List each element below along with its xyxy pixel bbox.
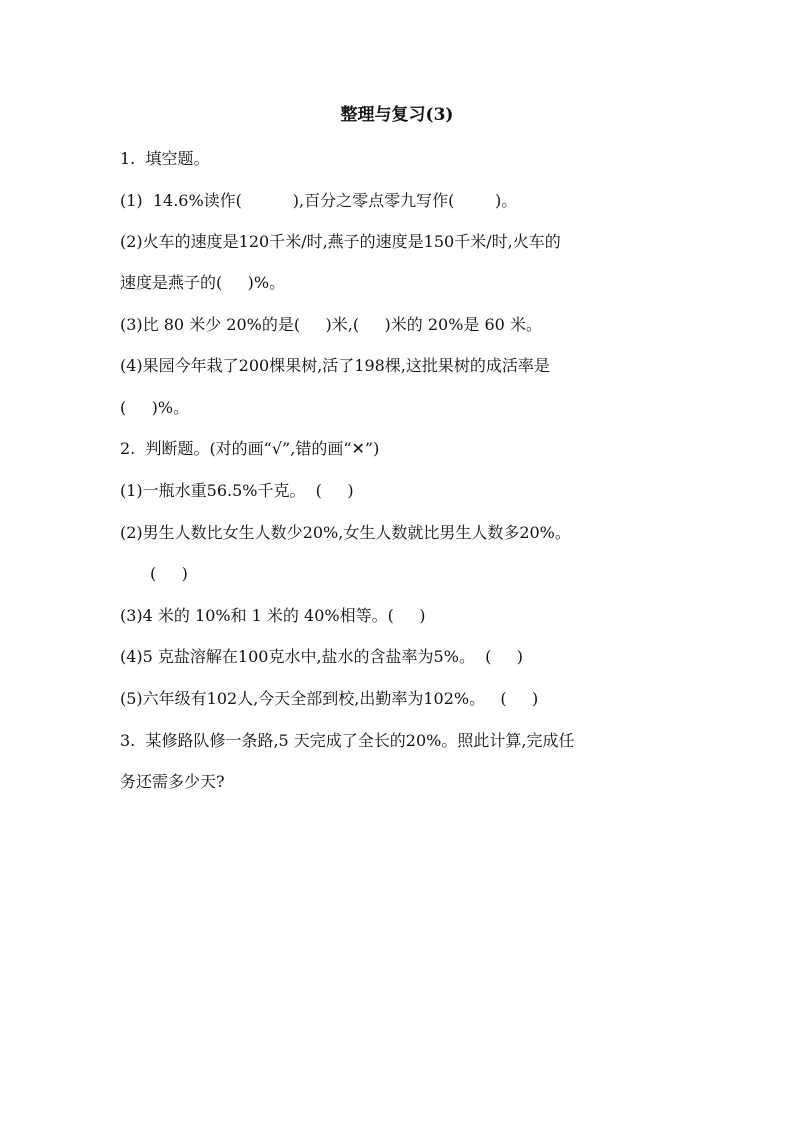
fill-blank-q4-line2: ( )%。	[120, 398, 190, 417]
judge-q2-line1: (2)男生人数比女生人数少20%,女生人数就比男生人数多20%。	[120, 523, 571, 542]
word-problem-line1: 3. 某修路队修一条路,5 天完成了全长的20%。照此计算,完成任	[120, 731, 575, 750]
judge-q4: (4)5 克盐溶解在100克水中,盐水的含盐率为5%。 ( )	[120, 647, 524, 666]
fill-blank-q3: (3)比 80 米少 20%的是( )米,( )米的 20%是 60 米。	[120, 315, 542, 334]
word-problem-line2: 务还需多少天?	[120, 772, 225, 791]
judge-q1: (1)一瓶水重56.5%千克。 ( )	[120, 481, 354, 500]
section-1-heading: 1. 填空题。	[120, 149, 210, 168]
section-2-heading: 2. 判断题。(对的画“√”,错的画“✕”)	[120, 439, 380, 458]
judge-q3: (3)4 米的 10%和 1 米的 40%相等。( )	[120, 606, 426, 625]
judge-q5: (5)六年级有102人,今天全部到校,出勤率为102%。 ( )	[120, 689, 539, 708]
fill-blank-q4-line1: (4)果园今年栽了200棵果树,活了198棵,这批果树的成活率是	[120, 356, 550, 375]
page-title: 整理与复习(3)	[340, 105, 454, 125]
fill-blank-q1: (1) 14.6%读作( ),百分之零点零九写作( )。	[120, 191, 518, 210]
judge-q2-line2: ( )	[150, 564, 188, 583]
fill-blank-q2-line2: 速度是燕子的( )%。	[120, 273, 286, 292]
fill-blank-q2-line1: (2)火车的速度是120千米/时,燕子的速度是150千米/时,火车的	[120, 232, 561, 251]
